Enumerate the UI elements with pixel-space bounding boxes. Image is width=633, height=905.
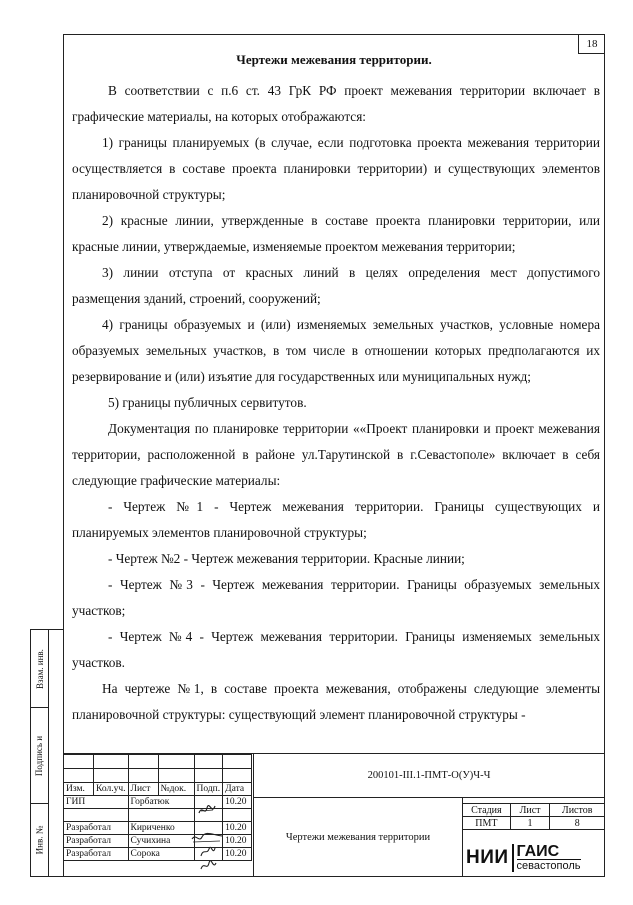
table-row: Разработал Сучихина 10.20	[64, 835, 252, 848]
side-label-inventory: Инв. №	[31, 804, 49, 876]
signature-mark	[198, 859, 218, 876]
date-cell: 10.20	[223, 796, 252, 809]
header-kolvo: Кол.уч.	[94, 783, 129, 796]
signature-mark	[197, 803, 217, 820]
paragraph: - Чертеж №4 - Чертеж межевания территории. Границы изменяемых земельных участков.	[72, 629, 600, 670]
side-label-signature: Подпись и	[31, 708, 49, 804]
stage-header: Стадия	[463, 804, 511, 817]
header-date: Дата	[223, 783, 252, 796]
paragraph: 4) границы образуемых и (или) изменяемых земельных участков, условные номера образуемых земельных участков, в том числе в отношении которых предполагаются их резервирование и (или) изъятие для государственных или муниципальных нужд;	[72, 317, 600, 384]
document-code: 200101-III.1-ПМТ-О(У)Ч-Ч	[367, 770, 491, 781]
table-row: Разработал Кириченко 10.20	[64, 822, 252, 835]
stage-value: ПМТ	[463, 817, 511, 830]
paragraph: 2) красные линии, утвержденные в составе проекта планировки территории, или красные линии, утверждаемые, изменяемые проектом межевания территории;	[72, 213, 600, 254]
side-strip	[30, 629, 63, 877]
paragraph: - Чертеж №1 - Чертеж межевания территории. Границы существующих и планируемых элементов планировочной структуры;	[72, 499, 600, 540]
paragraph: На чертеже №1, в составе проекта межевания, отображены следующие элементы планировочной структуры: существующий элемент планировочной структуры -	[72, 681, 600, 722]
paragraph: - Чертеж №3 - Чертеж межевания территории. Границы образуемых земельных участков;	[72, 577, 600, 618]
paragraph: - Чертеж №2 - Чертеж межевания территории. Красные линии;	[108, 551, 465, 566]
sheet-header: Лист	[510, 804, 550, 817]
logo-part-2: ГАИС	[516, 843, 560, 860]
paragraph: 5) границы публичных сервитутов.	[108, 395, 307, 410]
divider	[253, 797, 605, 798]
stage-table	[462, 803, 605, 830]
sheet-value: 1	[510, 817, 550, 830]
logo-part-1: НИИ	[466, 847, 509, 868]
side-label-replacement: Взам. инв.	[31, 630, 49, 708]
table-row: Разработал Сорока 10.20	[64, 848, 252, 861]
page-number: 18	[578, 34, 605, 54]
header-izm: Изм.	[64, 783, 94, 796]
table-row	[64, 809, 252, 822]
paragraph: 1) границы планируемых (в случае, если подготовка проекта межевания территории осуществляется в составе проекта планировки территории) и существующих элементов планировочной структуры;	[72, 135, 600, 202]
body-text	[72, 78, 600, 728]
name-cell: Горбатюк	[128, 796, 194, 809]
header-doc: №док.	[158, 783, 194, 796]
sheet-title: Чертежи межевания территории	[285, 832, 431, 843]
paragraph: 3) линии отступа от красных линий в целях определения мест допустимого размещения зданий, строений, сооружений;	[72, 265, 600, 306]
table-row	[64, 796, 252, 809]
logo-part-3: севастополь	[516, 860, 581, 872]
sheets-value: 8	[550, 817, 605, 830]
role-cell: ГИП	[64, 796, 129, 809]
paragraph: В соответствии с п.6 ст. 43 ГрК РФ проект межевания территории включает в графические материалы, на которых отображаются:	[72, 83, 600, 124]
page-title: Чертежи межевания территории.	[236, 52, 432, 67]
sheets-header: Листов	[550, 804, 605, 817]
company-logo	[466, 844, 581, 872]
header-signature: Подп.	[194, 783, 223, 796]
header-list: Лист	[128, 783, 158, 796]
paragraph: Документация по планировке территории ««Проект планировки и проект межевания территории, расположенной в районе ул.Тарутинской в г.Севастополе» включает в себя следующие графические материалы:	[72, 421, 600, 488]
